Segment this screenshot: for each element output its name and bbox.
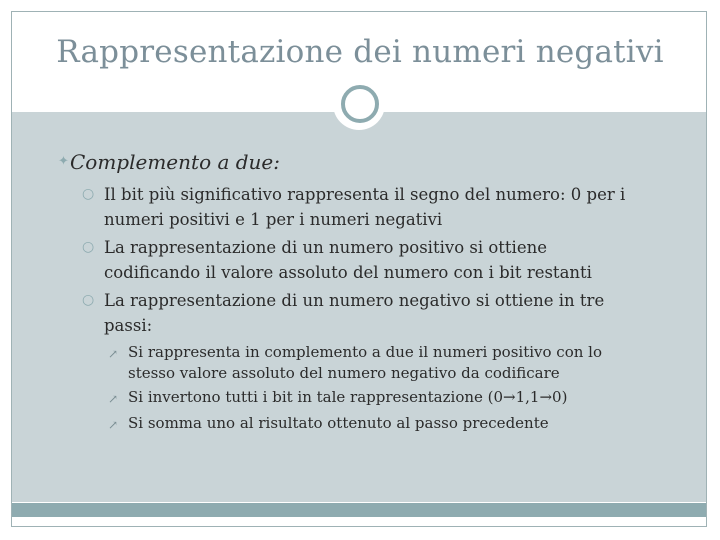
bullet-level3-item xyxy=(108,413,648,434)
item-line: Il bit più significativo rappresenta il segno del numero: 0 per i xyxy=(104,185,626,204)
ring-ornament-icon xyxy=(341,85,379,123)
item-line: codificando il valore assoluto del numero con i bit restanti xyxy=(104,263,592,282)
arrow-bullet-icon: ↗ xyxy=(108,347,119,361)
arrow-bullet-icon: ↗ xyxy=(108,392,119,406)
bullet-level3-item xyxy=(108,387,648,408)
slide-title: Rappresentazione dei numeri negativi xyxy=(56,34,664,70)
item-line: Si rappresenta in complemento a due il numeri positivo con lo xyxy=(128,343,602,361)
bullet-level2-item xyxy=(82,182,664,232)
item-line: numeri positivi e 1 per i numeri negativi xyxy=(104,210,443,229)
hollow-circle-icon: ○ xyxy=(82,239,95,255)
bullet-level1 xyxy=(58,150,280,174)
bullet-level2-item xyxy=(82,288,664,338)
item-line: passi: xyxy=(104,316,153,335)
arrow-bullet-icon: ↗ xyxy=(108,418,119,432)
bullet-level3-item xyxy=(108,342,648,384)
level1-text: Complemento a due: xyxy=(70,150,280,174)
item-line: stesso valore assoluto del numero negativo da codificare xyxy=(128,364,560,382)
bullet-level2-item xyxy=(82,235,664,285)
item-line: La rappresentazione di un numero negativo si ottiene in tre xyxy=(104,291,605,310)
item-line: Si invertono tutti i bit in tale rappresentazione (0→1,1→0) xyxy=(128,388,568,406)
feather-bullet-icon: ✦ xyxy=(58,154,69,169)
hollow-circle-icon: ○ xyxy=(82,292,95,308)
item-line: La rappresentazione di un numero positivo si ottiene xyxy=(104,238,547,257)
footer-bar xyxy=(12,503,706,517)
hollow-circle-icon: ○ xyxy=(82,186,95,202)
item-line: Si somma uno al risultato ottenuto al passo precedente xyxy=(128,414,549,432)
